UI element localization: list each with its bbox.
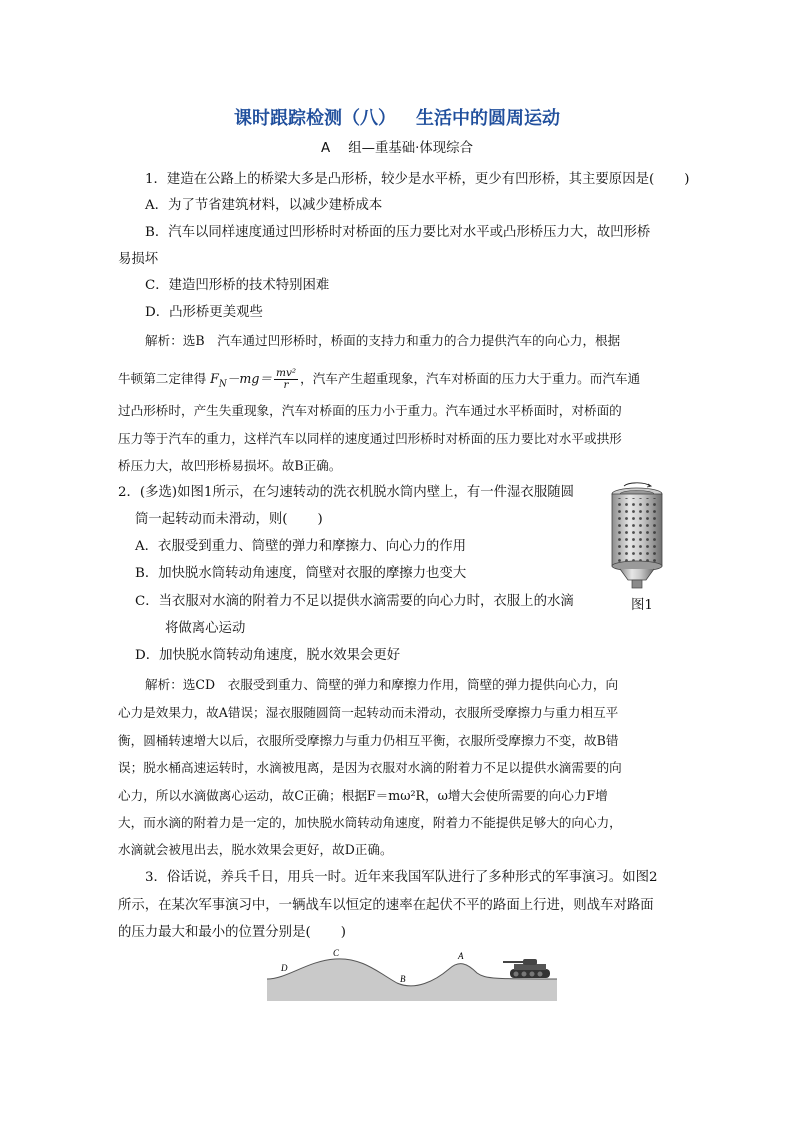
point-b-label: B [400,974,406,984]
q2-explanation-line-7: 水滴就会被甩出去，脱水效果会更好，故D正确。 [118,842,393,857]
point-d-label: D [281,963,288,973]
q2-stem-line-1: 2．(多选)如图1所示，在匀速转动的洗衣机脱水筒内壁上，有一件湿衣服随圆 [118,485,574,500]
q1-option-b: B．汽车以同样速度通过凹形桥时对桥面的压力要比对水平或凸形桥压力大，故凹形桥 [145,225,651,240]
washing-drum-figure [602,480,672,590]
q2-explanation-line-1: 解析：选CD 衣服受到重力、筒壁的弹力和摩擦力作用，筒壁的弹力提供向心力，向 [145,677,619,692]
page-title [0,104,794,130]
q2-option-d: D．加快脱水筒转动角速度，脱水效果会更好 [135,648,401,663]
q2-explanation-line-2: 心力是效果力，故A错误；湿衣服随圆筒一起转动而未滑动，衣服所受摩擦力与重力相互平 [118,705,619,720]
q1-fraction: $\frac{\text{mv²}}{r}$ [276,367,297,391]
subtitle-group-text: 组—重基础·体现综合 [348,141,473,156]
q1-explanation-line-5: 桥压力大，故凹形桥易损坏。故B正确。 [118,458,342,473]
q1-option-d: D．凸形桥更美观些 [145,305,263,320]
q2-option-c-cont: 将做离心运动 [165,621,246,636]
q2-option-b: B．加快脱水筒转动角速度，筒壁对衣服的摩擦力也变大 [135,566,467,581]
q3-stem-line-1: 3．俗话说，养兵千日，用兵一时。近年来我国军队进行了多种形式的军事演习。如图2 [145,870,658,885]
q1-formula: $F_N-mg=$ [210,371,272,390]
q1-explanation-line-3: 过凸形桥时，产生失重现象，汽车对桥面的压力小于重力。汽车通过水平桥面时，对桥面的 [118,403,622,418]
q2-explanation-line-5: 心力，所以水滴做离心运动，故C正确；根据F＝mω²R，ω增大会使所需要的向心力F增 [118,788,608,803]
q1-stem: 1．建造在公路上的桥梁大多是凸形桥，较少是水平桥，更少有凹形桥，其主要原因是( ) [145,172,690,187]
q1-explanation-line-4: 压力等于汽车的重力，这样汽车以同样的速度通过凹形桥时对桥面的压力要比对水平或拱形 [118,431,622,446]
title-part-b: 生活中的圆周运动 [416,108,560,129]
q1-explanation-line-1: 解析：选B 汽车通过凹形桥时，桥面的支持力和重力的合力提供汽车的向心力，根据 [145,333,621,348]
tank-icon [503,959,550,978]
q3-stem-line-3: 的压力最大和最小的位置分别是( ) [118,925,346,940]
section-subtitle [0,137,794,156]
q1-option-a: A．为了节省建筑材料，以减少建桥成本 [145,198,383,213]
q2-explanation-line-3: 衡，圆桶转速增大以后，衣服所受摩擦力与重力仍相互平衡，衣服所受摩擦力不变，故B错 [118,733,619,748]
q1-option-c: C．建造凹形桥的技术特别困难 [145,278,330,293]
road-tank-figure [267,943,557,1005]
subtitle-group-letter: A [321,141,331,156]
q2-stem-line-2: 筒一起转动而未滑动，则( ) [135,512,323,527]
q2-option-a: A．衣服受到重力、筒壁的弹力和摩擦力、向心力的作用 [135,539,467,554]
q1-option-b-cont: 易损坏 [118,252,159,267]
q2-explanation-line-4: 误；脱水桶高速运转时，水滴被甩离，是因为衣服对水滴的附着力不足以提供水滴需要的向 [118,760,622,775]
q2-option-c: C．当衣服对水滴的附着力不足以提供水滴需要的向心力时，衣服上的水滴 [135,594,574,609]
q1-explanation-line-2: 牛顿第二定律得 $F_N-mg=$ $\frac{\text{mv²}}{r}$ ，汽车产生超重现象，汽车对桥面的压力大于重力。而汽车通 [118,367,641,391]
q3-stem-line-2: 所示，在某次军事演习中，一辆战车以恒定的速率在起伏不平的路面上行进，则战车对路面 [118,898,654,913]
point-c-label: C [333,948,340,958]
title-part-a: 课时跟踪检测（八） [234,108,396,129]
q2-explanation-line-6: 大，而水滴的附着力是一定的，加快脱水筒转动角速度，附着力不能提供足够大的向心力， [118,815,622,830]
figure-1-label: 图1 [631,598,653,613]
point-a-label: A [458,951,464,961]
